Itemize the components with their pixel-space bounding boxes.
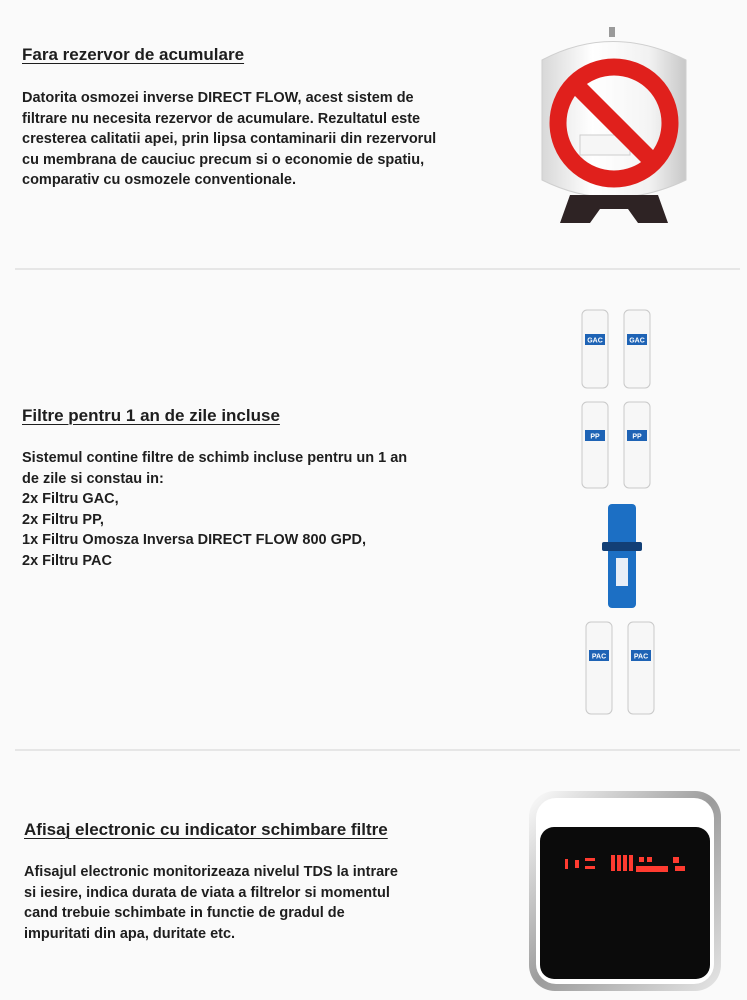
section-description bbox=[22, 448, 407, 489]
section-divider bbox=[15, 268, 740, 270]
section-divider bbox=[15, 749, 740, 751]
svg-text:PAC: PAC bbox=[591, 653, 607, 661]
text-line: filtrare nu necesita rezervor de acumulare. Rezultatul este bbox=[22, 110, 421, 127]
text-line: cand trebuie schimbate in functie de gradul de bbox=[24, 905, 345, 921]
section-description bbox=[24, 862, 398, 944]
text-line: Afisajul electronic monitorizeaza nivelul TDS la intrare bbox=[24, 864, 398, 880]
section-description bbox=[22, 88, 436, 191]
section-display bbox=[0, 752, 747, 1000]
filter-cartridges-image bbox=[572, 306, 672, 718]
electronic-display-image bbox=[525, 787, 725, 997]
section-heading: Afisaj electronic cu indicator schimbare filtre bbox=[24, 820, 388, 839]
svg-text:GAC: GAC bbox=[629, 337, 645, 345]
pp-cartridge-icon bbox=[582, 402, 650, 488]
list-item: 1x Filtru Omosza Inversa DIRECT FLOW 800 GPD, bbox=[22, 532, 367, 548]
svg-text:PP: PP bbox=[632, 433, 642, 441]
text-line: cu membrana de cauciuc precum si o economie de spatiu, bbox=[22, 151, 425, 168]
crossed-tank-image bbox=[530, 25, 700, 235]
text-line: Sistemul contine filtre de schimb incluse pentru un 1 an bbox=[22, 450, 408, 466]
svg-text:PAC: PAC bbox=[633, 653, 649, 661]
svg-text:GAC: GAC bbox=[587, 337, 603, 345]
text-line: si iesire, indica durata de viata a filtrelor si momentul bbox=[24, 884, 390, 901]
section-no-tank bbox=[0, 0, 747, 268]
section-heading: Fara rezervor de acumulare bbox=[22, 45, 245, 64]
pac-cartridge-icon bbox=[586, 622, 654, 714]
gac-cartridge-icon bbox=[582, 310, 650, 388]
list-item: 2x Filtru PAC bbox=[22, 552, 112, 569]
text-line: Datorita osmozei inverse DIRECT FLOW, acest sistem de bbox=[22, 90, 414, 106]
svg-text:PP: PP bbox=[590, 433, 600, 441]
section-heading: Filtre pentru 1 an de zile incluse bbox=[22, 406, 280, 425]
filter-list bbox=[22, 489, 366, 571]
list-item: 2x Filtru GAC, bbox=[22, 491, 119, 507]
text-line: de zile si constau in: bbox=[22, 470, 164, 487]
list-item: 2x Filtru PP, bbox=[22, 511, 104, 528]
text-line: comparativ cu osmozele conventionale. bbox=[22, 172, 296, 188]
text-line: cresterea calitatii apei, prin lipsa contaminarii din rezervorul bbox=[22, 131, 437, 147]
text-line: impuritati din apa, duritate etc. bbox=[24, 925, 236, 942]
section-filters bbox=[0, 271, 747, 749]
membrane-cartridge-icon bbox=[602, 504, 642, 608]
prohibition-icon bbox=[558, 67, 670, 179]
